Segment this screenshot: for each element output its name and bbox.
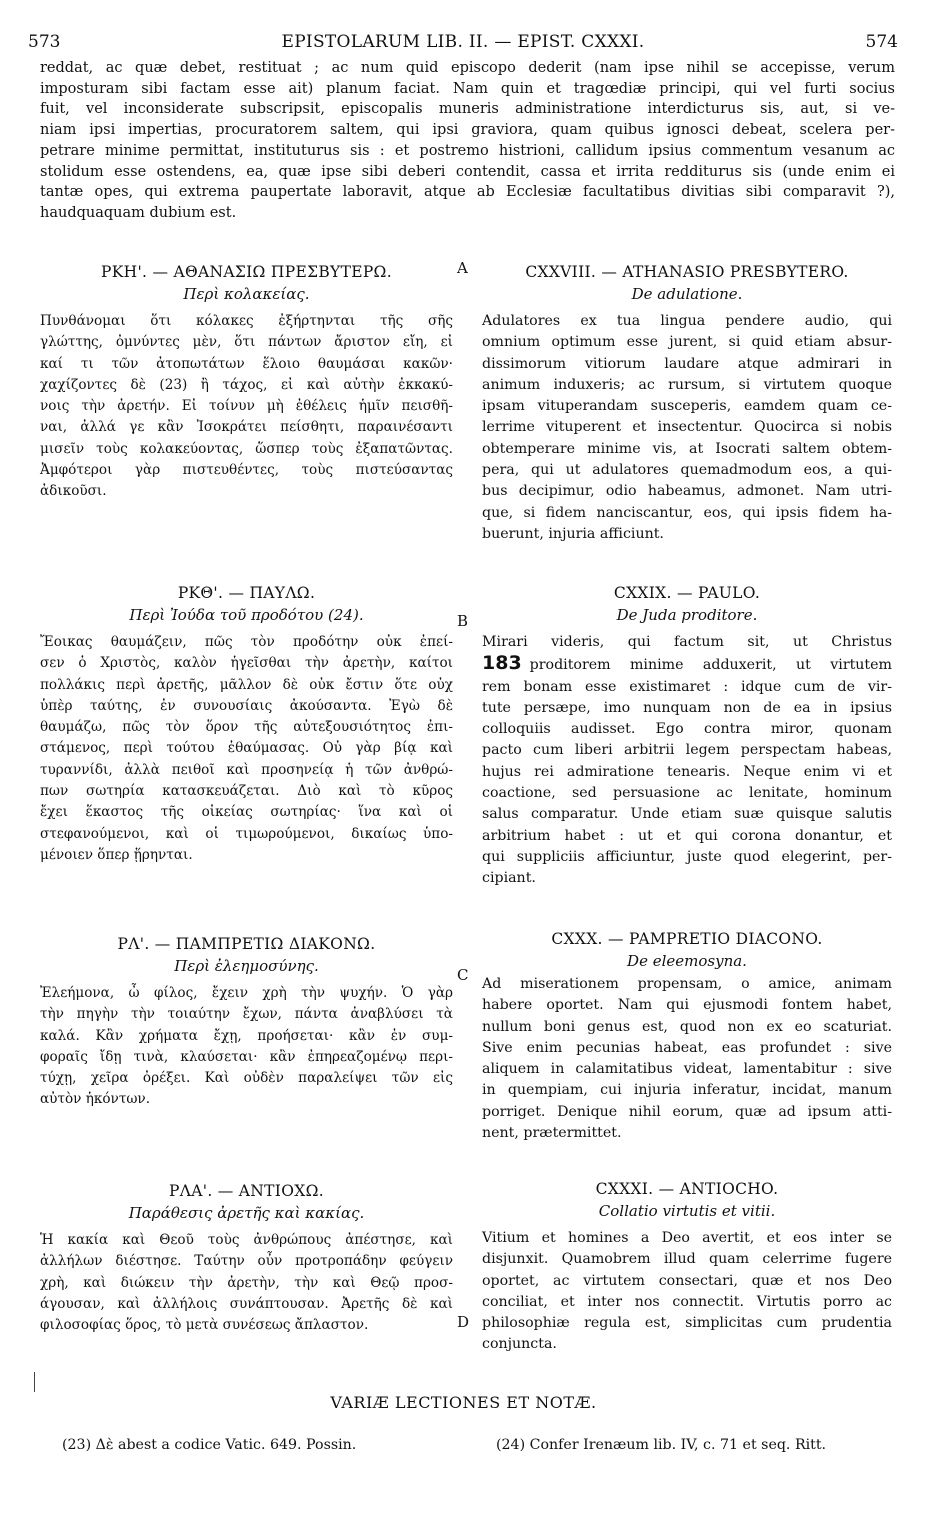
text-line: πολλάκις περὶ ἀρετῆς, μᾶλλον δὲ οὐκ ἔστιν ὅτε οὐχ xyxy=(40,676,453,693)
text-line: cipiant. xyxy=(482,870,536,887)
text-line: obtemperare minime vis, at Isocrati saltem obtem- xyxy=(482,440,892,457)
text-line: in quempiam, cui injuria inferatur, incidat, manum xyxy=(482,1082,892,1099)
text-line: ἔχει ἕκαστος τῆς οἰκείας σωτηρίας· ἵνα καὶ οἱ xyxy=(40,804,453,821)
text-line: χαχίζοντες δὲ (23) ἢ τάχος, εἰ καὶ αὐτὴν ἐκκακύ- xyxy=(40,376,453,393)
running-head-title: EPISTOLARUM LIB. II. — EPIST. CXXXI. xyxy=(281,32,645,52)
latin-letter-130 xyxy=(482,928,892,1144)
text-line: Ἀμφότεροι γὰρ πιστευθέντες, τοὺς πιστεύσαντας xyxy=(40,462,453,479)
greek-letter-body xyxy=(40,632,453,866)
text-line: coactione, sed persuasione ac lenitate, hominum xyxy=(482,785,892,802)
text-line: αὐτὸν ἡκόντων. xyxy=(40,1091,151,1108)
text-line: qui suppliciis afficiuntur, juste quod elegerint, per- xyxy=(482,848,892,865)
intro-line: stolidum esse ostendens, ea, quæ ipse sibi deberi contendit, cassa et irrita redditurus sis (unde enim ei xyxy=(40,163,895,180)
text-line: oportet, ac virtutem consectari, quæ et nos Deo xyxy=(482,1272,892,1289)
text-line: salus comparatur. Unde etiam suæ quisque salutis xyxy=(482,806,892,823)
text-line: conciliat, et inter nos connectit. Virtutis porro ac xyxy=(482,1293,892,1310)
text-line: τυραννίδι, ἀλλὰ πειθοῖ καὶ προσηνείᾳ ἡ τῶν ἀνθρώ- xyxy=(40,761,453,778)
latin-letter-subtitle: De eleemosyna. xyxy=(627,952,747,970)
text-line: rem bonam esse existimaret : idque cum de vir- xyxy=(482,678,892,695)
text-line: que, si fidem nanciscantur, eos, qui ipsis fidem ha- xyxy=(482,504,892,521)
greek-letter-title: ΡΚΘ'. — ΠΑΥΛΩ. xyxy=(177,584,316,602)
latin-letter-129 xyxy=(482,582,892,890)
latin-letter-subtitle: De Juda proditore. xyxy=(616,606,758,624)
text-line: animum induxeris; ac rursum, si virtutem quoque xyxy=(482,376,892,393)
text-line: στεφανούμενοι, καὶ οἱ τιμωρούμενοι, δικαίως ὑπο- xyxy=(40,825,453,842)
text-line: disjunxit. Quamobrem illud quam celerrime fugere xyxy=(482,1251,892,1268)
text-line: καί τι τῶν ἀτοπωτάτων ἕλοιο θαυμάσαι κακῶν· xyxy=(40,355,453,372)
latin-letter-title: CXXXI. — ANTIOCHO. xyxy=(595,1180,779,1198)
text-line: στάμενος, περὶ τούτου ἐθαύμασας. Οὐ γὰρ βίᾳ καὶ xyxy=(40,740,453,757)
text-line: buerunt, injuria afficiunt. xyxy=(482,525,664,542)
margin-letter-a: A xyxy=(457,259,468,277)
greek-letter-subtitle: Παράθεσις ἀρετῆς καὶ κακίας. xyxy=(128,1204,365,1222)
text-line: φιλοσοφίας ὅρος, τὸ μετὰ συνέσεως ἄπλαστον. xyxy=(40,1317,369,1334)
text-line: porriget. Denique nihil eorum, quæ ad ipsum atti- xyxy=(482,1103,892,1120)
greek-letter-body xyxy=(40,311,453,503)
text-line: καλά. Κἂν χρήματα ἔχῃ, προήσεται· κἂν ἐν συμ- xyxy=(40,1027,453,1044)
text-line: Ἔοικας θαυμάζειν, πῶς τὸν προδότην οὐκ ἐπεί- xyxy=(40,634,453,650)
latin-letter-title: CXXIX. — PAULO. xyxy=(613,584,761,602)
text-line: arbitrium habet : ut et qui corona donantur, et xyxy=(482,827,892,844)
text-line: φοραῖς ἴδῃ τινὰ, κλαύσεται· κἂν ἐπηρεαζομένῳ περι- xyxy=(40,1048,453,1065)
greek-letter-title: ΡΛΑ'. — ΑΝΤΙΟΧΩ. xyxy=(169,1182,324,1200)
intro-line: reddat, ac quæ debet, restituat ; ac num quid episcopo dederit (nam ipse nihil se accepisse, verum xyxy=(40,60,895,76)
intro-line: petrare minime permittat, instituturus sis : et postremo histrioni, callidum ipsius commentum vesanum ac xyxy=(40,142,895,159)
greek-letter-body xyxy=(40,983,453,1111)
text-line: habere oportet. Nam qui ejusmodi fontem habet, xyxy=(482,997,892,1014)
text-line: ipsam vituperandam susceperis, eamdem quam ce- xyxy=(482,398,892,415)
text-line: tute persæpe, imo nunquam non de ea in ipsius xyxy=(482,699,892,716)
latin-letter-body xyxy=(482,632,892,890)
latin-letter-131 xyxy=(482,1178,892,1356)
text-line-with-page-marker xyxy=(482,653,892,676)
latin-letter-body xyxy=(482,1228,892,1356)
text-line: Ἡ κακία καὶ Θεοῦ τοὺς ἀνθρώπους ἀπέστησε, καὶ xyxy=(40,1232,453,1248)
text-line: proditorem minime adduxerit, ut virtutem xyxy=(529,657,892,674)
variae-lectiones-title: VARIÆ LECTIONES ET NOTÆ. xyxy=(330,1393,597,1412)
text-line: aliquem in calamitatibus videat, lamentabitur : sive xyxy=(482,1061,892,1078)
latin-letter-subtitle: Collatio virtutis et vitii. xyxy=(598,1202,776,1220)
intro-line: niam ipsi impertias, procuratorem saltem, qui ipsi graviora, quam quibus ignosci debeat, scelera per- xyxy=(40,122,895,139)
text-line: Sive enim pecunias habeat, eas profundet : sive xyxy=(482,1039,892,1056)
running-header xyxy=(28,32,898,54)
greek-letter-128 xyxy=(40,261,453,503)
greek-letter-131 xyxy=(40,1180,453,1336)
intro-line: haudquaquam dubium est. xyxy=(40,204,237,221)
greek-letter-title: ΡΚΗ'. — ΑΘΑΝΑΣΙΩ ΠΡΕΣΒΥΤΕΡΩ. xyxy=(101,263,392,281)
text-line: Vitium et homines a Deo avertit, et eos inter se xyxy=(482,1230,892,1246)
text-line: μένοιεν ὅπερ ᾕρηνται. xyxy=(40,846,193,863)
text-line: Adulatores ex tua lingua pendere audio, qui xyxy=(482,313,892,329)
margin-letter-b: B xyxy=(457,612,469,630)
text-line: pacto cum liberi arbitrii legem perspectam habeas, xyxy=(482,742,892,759)
text-line: σεν ὁ Χριστὸς, καλὸν ἡγεῖσθαι τὴν ἀρετὴν, καίτοι xyxy=(40,655,453,672)
text-line: bus decipimur, odio habeamus, admonet. Nam utri- xyxy=(482,483,892,500)
latin-letter-title: CXXVIII. — ATHANASIO PRESBYTERO. xyxy=(525,263,849,281)
greek-letter-title: ΡΛ'. — ΠΑΜΠΡΕΤΙΩ ΔΙΑΚΟΝΩ. xyxy=(117,935,376,953)
margin-letter-d: D xyxy=(457,1313,470,1331)
page-number-left: 573 xyxy=(28,32,61,52)
text-line: conjuncta. xyxy=(482,1336,557,1353)
latin-letter-body xyxy=(482,974,892,1144)
text-line: ὑπὲρ ταύτης, ἐν συνουσίαις ἀκούσαντα. Ἐγὼ δὲ xyxy=(40,697,453,714)
text-line: Ἐλεήμονα, ὦ φίλος, ἔχειν χρὴ τὴν ψυχήν. Ὁ γὰρ xyxy=(40,985,453,1001)
footnote-24: (24) Confer Irenæum lib. IV, c. 71 et seq. Ritt. xyxy=(496,1437,827,1453)
text-line: Ad miserationem propensam, o amice, animam xyxy=(482,976,892,992)
text-line: πων σωτηρία κατασκευάζεται. Διὸ καὶ τὸ κῦρος xyxy=(40,783,453,800)
greek-letter-subtitle: Περὶ κολακείας. xyxy=(183,285,310,303)
text-line: pera, qui ut adulatores quemadmodum eos, a qui- xyxy=(482,462,892,479)
text-line: lerrime vituperent et insectentur. Quocirca si nobis xyxy=(482,419,892,436)
text-line: Πυνθάνομαι ὅτι κόλακες ἐξήρτηνται τῆς σῆς xyxy=(40,313,453,329)
text-line: hujus rei admiratione tenearis. Neque enim vi et xyxy=(482,763,892,780)
text-line: ἀλλήλων διέστησε. Ταύτην οὖν προτροπάδην φεύγειν xyxy=(40,1253,453,1270)
intro-line: tantæ opes, qui extrema paupertate laboravit, atque ab Ecclesiæ facultatibus divitias sibi comparavit ?), xyxy=(40,184,895,201)
text-line: γλώττης, ὀμνύντες μὲν, ὅτι πάντων ἄριστον εἴη, εἰ xyxy=(40,334,453,351)
text-line: colloquiis audisset. Ego contra miror, quonam xyxy=(482,721,892,738)
greek-letter-subtitle: Περὶ Ἰούδα τοῦ προδότου (24). xyxy=(129,606,364,624)
greek-letter-subtitle: Περὶ ἐλεημοσύνης. xyxy=(174,957,319,975)
intro-line: fuit, vel inconsiderate subscripsit, episcopalis muneris administratione interdicturus sis, aut, si ve- xyxy=(40,101,895,118)
margin-letter-c: C xyxy=(457,966,469,984)
greek-letter-130 xyxy=(40,933,453,1111)
page-number-right: 574 xyxy=(865,32,898,52)
text-line: Mirari videris, qui factum sit, ut Christus xyxy=(482,634,892,650)
text-line: τύχῃ, χεῖρα ὀρέξει. Καὶ οὐδὲν παραλείψει τῶν εἰς xyxy=(40,1070,453,1087)
text-line: ἀδικοῦσι. xyxy=(40,483,107,500)
text-line: άγουσαν, καὶ ἀλλήλοις συνάπτουσαν. Ἀρετῆς δὲ καὶ xyxy=(40,1295,453,1312)
text-line: philosophiæ regula est, simplicitas cum prudentia xyxy=(482,1315,892,1332)
page-number-marker: 183 xyxy=(482,652,522,675)
text-line: nent, prætermittet. xyxy=(482,1125,622,1142)
text-line: ναι, ἀλλά γε κἂν Ἰσοκράτει πείσθητι, παραινέσαντι xyxy=(40,419,453,436)
text-line: μισεῖν τοὺς κολακεύοντας, ὥσπερ τοὺς ἐξαπατῶντας. xyxy=(40,440,453,457)
text-line: χρὴ, καὶ διώκειν τὴν ἀρετὴν, τὴν καὶ Θεῷ προσ- xyxy=(40,1274,453,1291)
margin-rule xyxy=(34,1372,35,1392)
text-line: omnium optimum esse jurent, si quid etiam absur- xyxy=(482,334,892,351)
intro-line: imposturam sibi factam esse ait) planum faciat. Nam quin et tragœdiæ principi, qui vel furti socius xyxy=(40,80,895,97)
greek-letter-body xyxy=(40,1230,453,1336)
intro-paragraph xyxy=(40,58,895,224)
latin-letter-subtitle: De adulatione. xyxy=(631,285,743,303)
greek-letter-129 xyxy=(40,582,453,866)
text-line: dissimorum vitiorum laudare atque admirari in xyxy=(482,355,892,372)
footnote-23: (23) Δὲ abest a codice Vatic. 649. Possin. xyxy=(62,1437,357,1453)
text-line: νοις τὴν ἀρετήν. Εἰ τοίνυν μὴ ἐθέλεις ἡμῖν πεισθῆ- xyxy=(40,398,453,415)
latin-letter-body xyxy=(482,311,892,545)
latin-letter-title: CXXX. — PAMPRETIO DIACONO. xyxy=(551,930,823,948)
text-line: θαυμάζω, πῶς τὸν ὅρον τῆς αὐτεξουσιότητος ἐπι- xyxy=(40,719,453,736)
text-line: nullum boni genus est, quod non ex eo scaturiat. xyxy=(482,1018,892,1035)
latin-letter-128 xyxy=(482,261,892,545)
text-line: τὴν πηγὴν τὴν τοιαύτην ἔχων, πάντα ἀναβλύσει τὰ xyxy=(40,1006,453,1023)
